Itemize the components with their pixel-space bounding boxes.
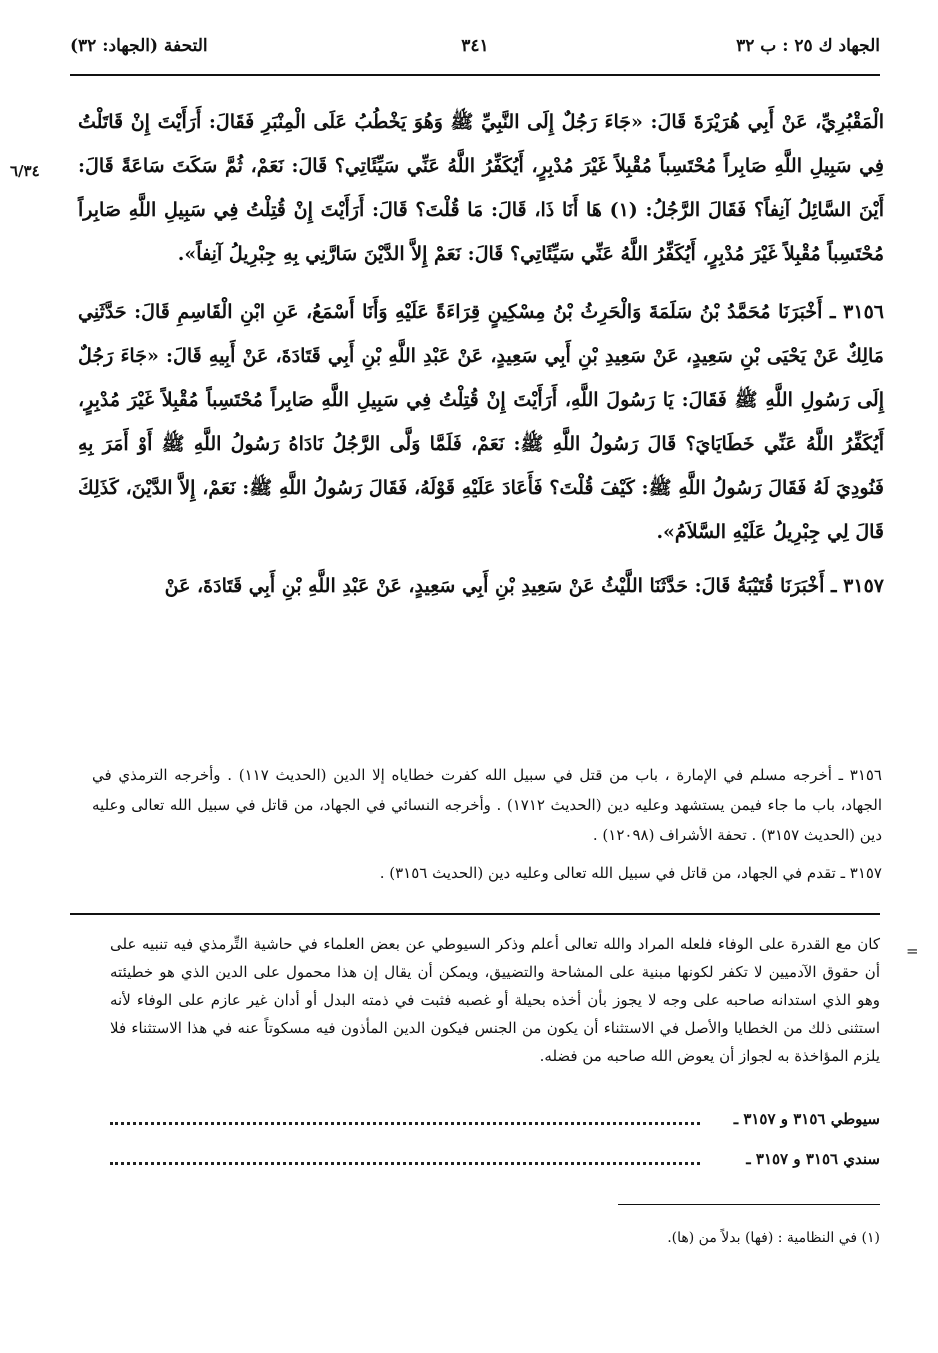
dotted-leader (110, 1162, 700, 1165)
header-tuhfa-ref: التحفة (الجهاد: ٣٢) (70, 36, 208, 56)
running-header (70, 36, 880, 66)
dotted-leader (110, 1122, 700, 1125)
takhrij-note-3157: ٣١٥٧ ـ تقدم في الجهاد، من قاتل في سبيل الله تعالى وعليه دين (الحديث ٣١٥٦) . (379, 864, 882, 882)
source-sindi: سندي ٣١٥٦ و ٣١٥٧ ـ (746, 1150, 880, 1168)
hadith-paragraph-continuation: الْمَقْبُرِيِّ، عَنْ أَبِي هُرَيْرَةَ قَالَ: «جَاءَ رَجُلٌ إِلَى النَّبِيِّ ﷺ وَهُوَ يَخْطُبُ عَلَى الْمِنْبَرِ فَقَالَ: أَرَأَيْتَ إِنْ قَاتَلْتُ فِي سَبِيلِ اللَّهِ صَابِراً مُحْتَسِباً مُقْبِلاً غَيْرَ مُدْبِرٍ، أَيُكَفِّرُ اللَّهُ عَنِّي سَيِّئَاتِي؟ قَالَ: نَعَمْ، ثُمَّ سَكَتَ سَاعَةً قَالَ: أَيْنَ السَّائِلُ آنِفاً؟ فَقَالَ الرَّجُلُ: (١) هَا أَنَا ذَا، قَالَ: مَا قُلْتَ؟ قَالَ: أَرَأَيْتَ إِنْ قُتِلْتُ فِي سَبِيلِ اللَّهِ صَابِراً مُحْتَسِباً مُقْبِلاً غَيْرَ مُدْبِرٍ، أَيُكَفِّرُ اللَّهُ عَنِّي سَيِّئَاتِي؟ قَالَ: نَعَمْ إِلاَّ الدَّيْنَ سَارَّنِي بِهِ جِبْرِيلُ آنِفاً». (78, 111, 884, 265)
footnote-rule (618, 1204, 880, 1205)
footnote: (١) في النظامية : (فها) بدلاً من (ها). (667, 1230, 880, 1246)
source-sindi-row (110, 1150, 880, 1180)
header-rule (70, 74, 880, 76)
takhrij-note-3156: ٣١٥٦ ـ أخرجه مسلم في الإمارة ، باب من قتل في سبيل الله كفرت خطاياه إلا الدين (الحديث ١١٧) . وأخرجه الترمذي في الجهاد، باب ما جاء فيمن يستشهد وعليه دين (الحديث ١٧١٢) . وأخرجه النسائي في الجهاد، من قاتل في سبيل الله تعالى وعليه دين (الحديث ٣١٥٧) . تحفة الأشراف (١٢٠٩٨) . (92, 766, 882, 844)
hadith-text (78, 100, 884, 608)
hadith-paragraph-3156: ٣١٥٦ ـ أَخْبَرَنَا مُحَمَّدُ بْنُ سَلَمَةَ وَالْحَرِثُ بْنُ مِسْكِينٍ قِرَاءَةً عَلَيْهِ وَأَنَا أَسْمَعُ، عَنِ ابْنِ الْقَاسِمِ قَالَ: حَدَّثَنِي مَالِكٌ عَنْ يَحْيَى بْنِ سَعِيدٍ، عَنْ سَعِيدِ بْنِ أَبِي سَعِيدٍ، عَنْ عَبْدِ اللَّهِ بْنِ أَبِي قَتَادَةَ، عَنْ أَبِيهِ قَالَ: «جَاءَ رَجُلٌ إِلَى رَسُولِ اللَّهِ ﷺ فَقَالَ: يَا رَسُولَ اللَّهِ، أَرَأَيْتَ إِنْ قُتِلْتُ فِي سَبِيلِ اللَّهِ صَابِراً مُحْتَسِباً مُقْبِلاً غَيْرَ مُدْبِرٍ، أَيُكَفِّرُ اللَّهُ عَنِّي خَطَايَايَ؟ قَالَ رَسُولُ اللَّهِ ﷺ: نَعَمْ، فَلَمَّا وَلَّى الرَّجُلُ نَادَاهُ رَسُولُ اللَّهِ ﷺ أَوْ أَمَرَ بِهِ فَنُودِيَ لَهُ فَقَالَ رَسُولُ اللَّهِ ﷺ: كَيْفَ قُلْتَ؟ فَأَعَادَ عَلَيْهِ قَوْلَهُ، فَقَالَ رَسُولُ اللَّهِ ﷺ: نَعَمْ، إِلاَّ الدَّيْنَ، كَذَلِكَ قَالَ لِي جِبْرِيلُ عَلَيْهِ السَّلاَمُ». (78, 301, 884, 543)
takhrij-notes (92, 760, 882, 888)
marginal-volume-ref: ٦/٣٤ (10, 162, 40, 180)
source-suyuti-row (110, 1110, 880, 1140)
commentary-text: كان مع القدرة على الوفاء فلعله المراد والله تعالى أعلم وذكر السيوطي عن بعض العلماء في حاشية التِّرمذي فيه تنبيه على أن حقوق الآدميين لا تكفر لكونها مبنية على المشاحة والتضييق، ويمكن أن يقال إن هذا محمول على الدين الذي هو خطيئته وهو الذي استدانه صاحبه على وجه لا يجوز بأن أخذه بحيلة أو غصبه فثبت في ذمته البدل أو أدان غير عازم على الوفاء لأنه استثنى ذلك من الخطايا والأصل في الاستثناء أن يكون من الجنس فيكون الدين المأذون فيه مسكوتاً عنه في هذا الاستثناء فلا يلزم المؤاخذة به لجواز أن يعوض الله صاحبه من فضله. (110, 935, 880, 1065)
source-suyuti: سيوطي ٣١٥٦ و ٣١٥٧ ـ (733, 1110, 880, 1128)
page-number: ٣٤١ (461, 36, 489, 56)
commentary-rule (70, 913, 880, 915)
hadith-paragraph-3157: ٣١٥٧ ـ أَخْبَرَنَا قُتَيْبَةُ قَالَ: حَدَّثَنَا اللَّيْثُ عَنْ سَعِيدِ بْنِ أَبِي سَعِيدٍ، عَنْ عَبْدِ اللَّهِ بْنِ أَبِي قَتَادَةَ، عَنْ (164, 575, 884, 597)
header-chapter-ref: الجهاد ك ٢٥ : ب ٣٢ (736, 36, 880, 56)
continuation-marker: = (906, 942, 919, 960)
